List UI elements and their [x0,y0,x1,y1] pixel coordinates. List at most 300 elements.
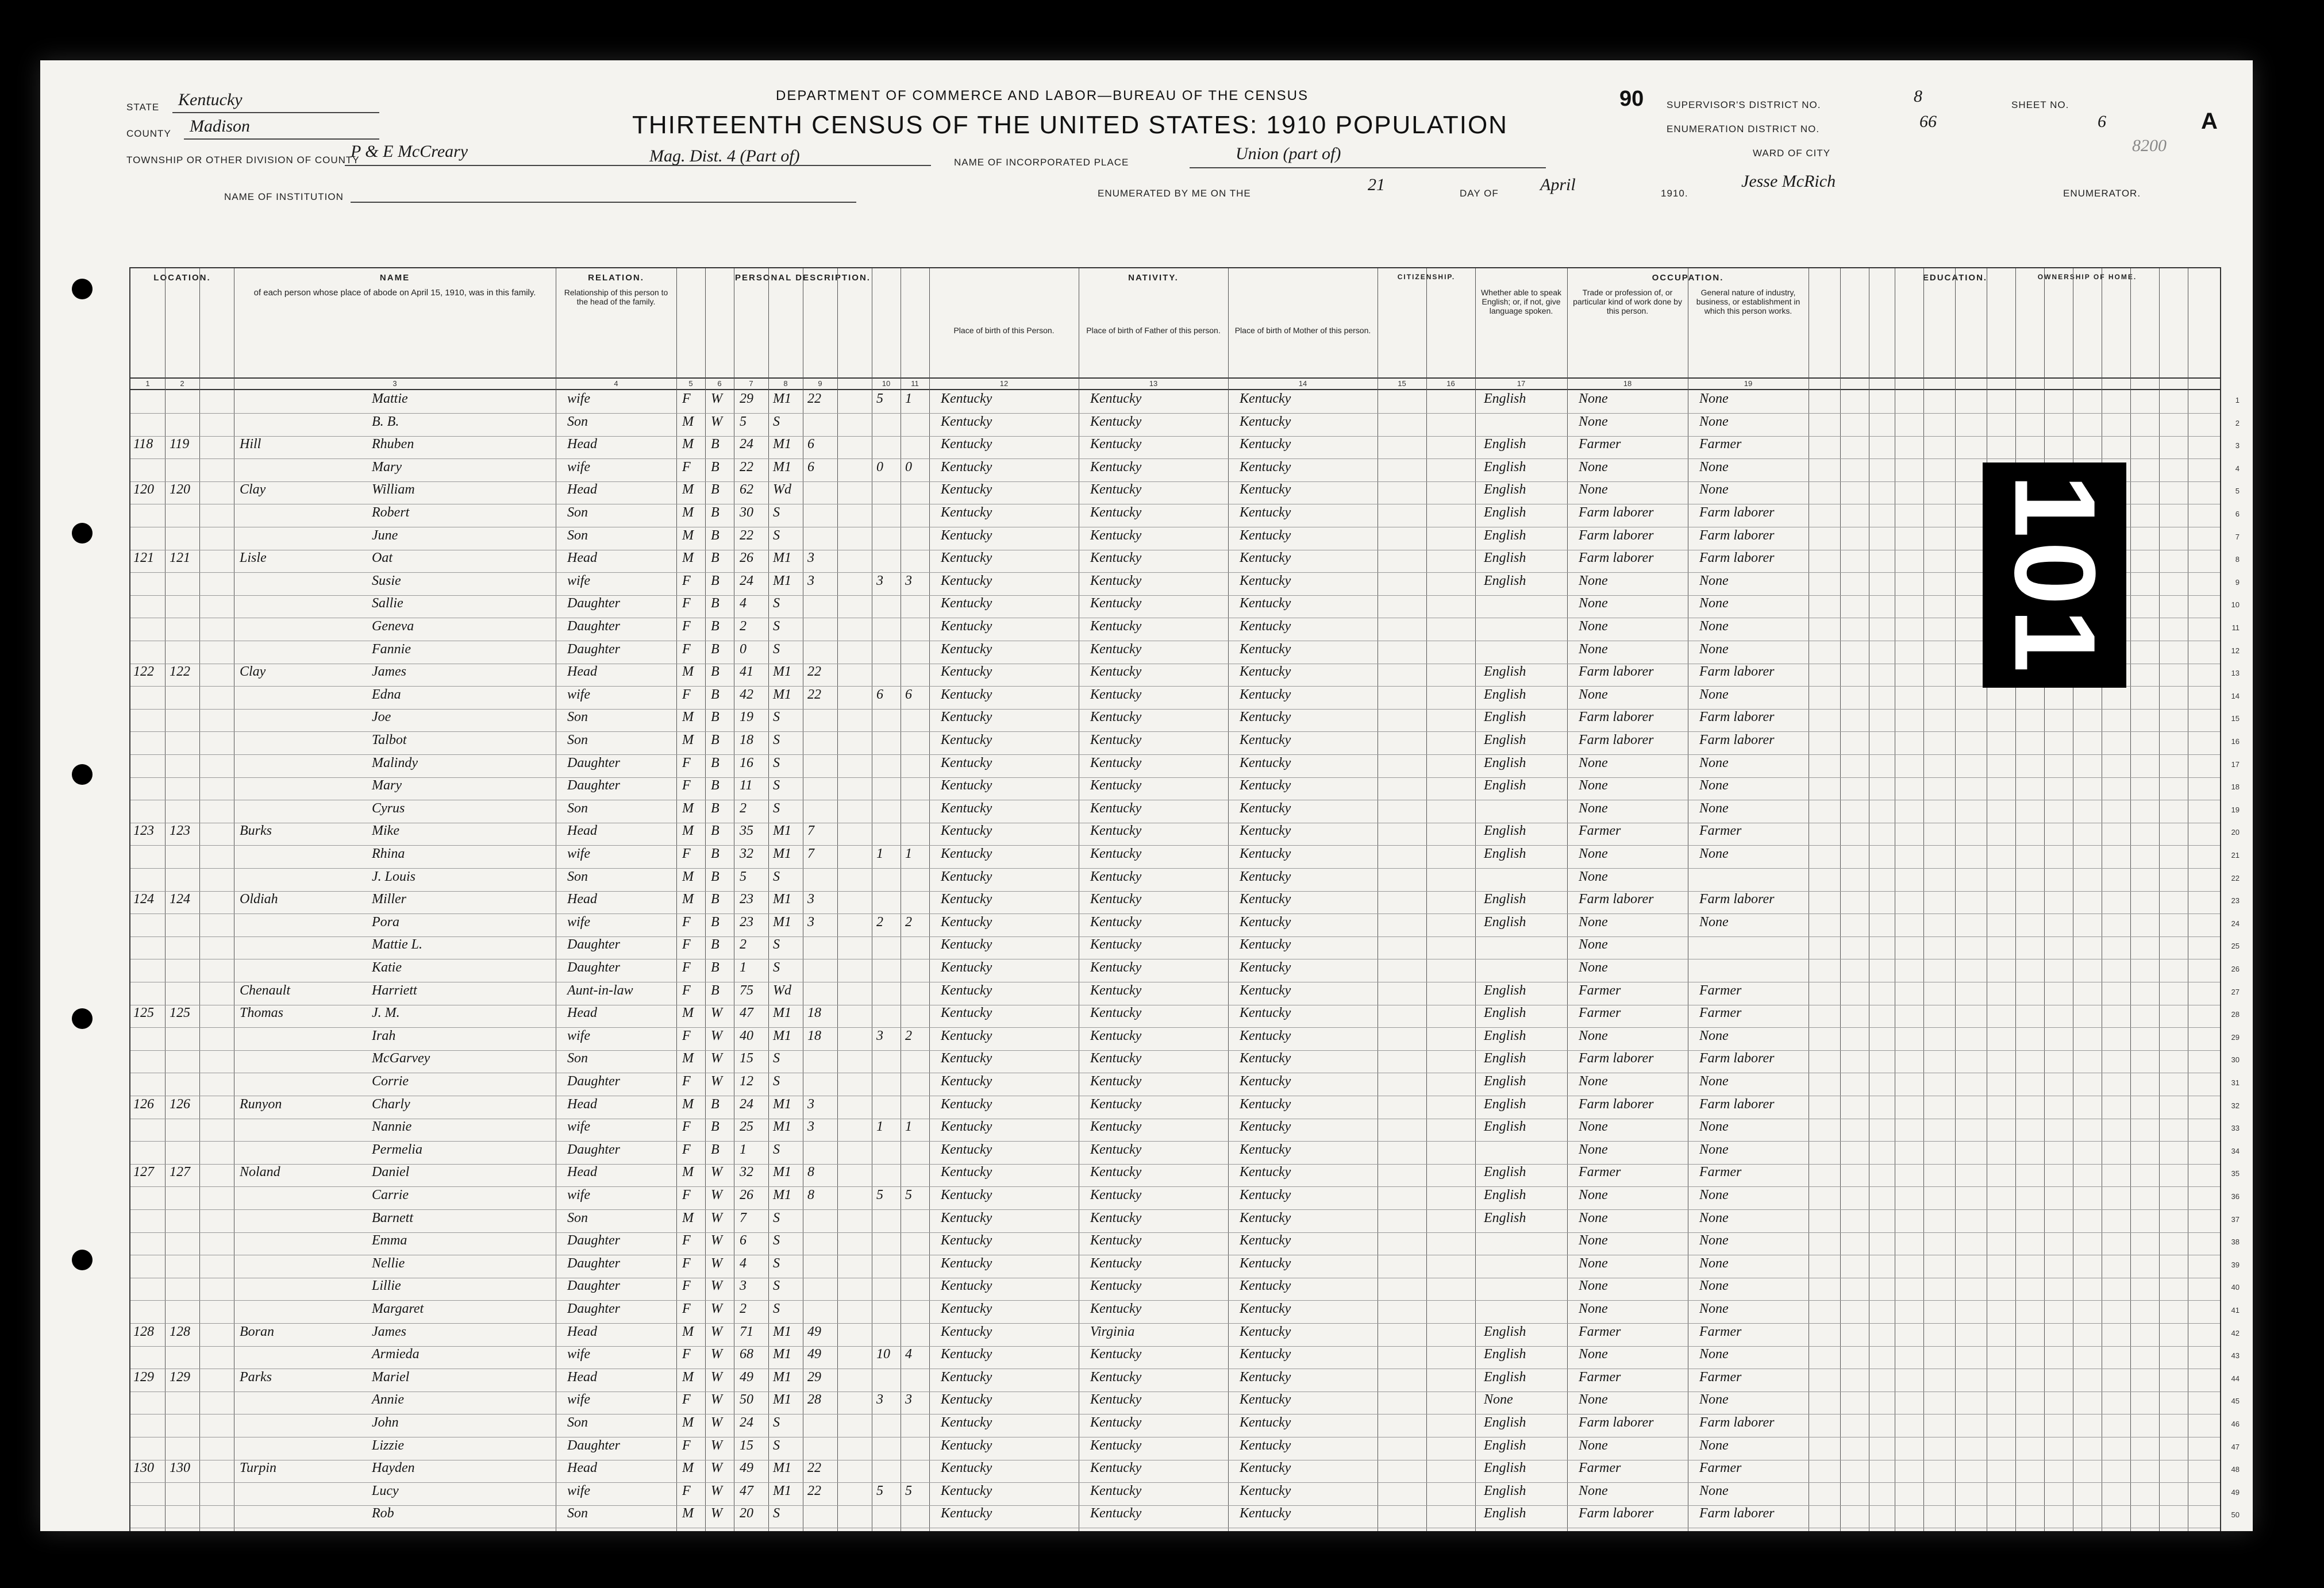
cell-language: English [1484,1506,1526,1521]
cell-marital-status: M1 [773,1165,791,1180]
cell-sex: F [682,1233,691,1248]
cell-father-birthplace: Kentucky [1090,437,1142,452]
cell-birthplace: Kentucky [941,1483,992,1498]
cell-sex: M [682,1210,694,1225]
cell-sex: F [682,982,691,998]
cell-birthplace: Kentucky [941,800,992,816]
cell-mother-birthplace: Kentucky [1240,1437,1291,1453]
cell-birthplace: Kentucky [941,710,992,725]
cell-age: 62 [740,482,753,498]
cell-race: B [711,755,719,770]
line-number: 12 [2231,646,2240,655]
cell-birthplace: Kentucky [941,414,992,429]
line-number: 41 [2231,1306,2240,1315]
cell-language: English [1484,914,1526,930]
table-row [130,549,2240,573]
cell-race: W [711,1347,722,1362]
cell-given-name: Edna [372,687,401,702]
cell-given-name: J. M. [372,1005,400,1021]
cell-trade: None [1579,1028,1608,1043]
table-row [130,572,2240,596]
ownership-header: OWNERSHIP OF HOME. [2037,273,2137,281]
cell-sex: F [682,1255,691,1271]
cell-relation: Head [567,550,597,566]
cell-children-born: 5 [876,391,883,406]
cell-birthplace: Kentucky [941,892,992,907]
cell-mother-birthplace: Kentucky [1240,391,1291,406]
cell-trade: None [1579,391,1608,406]
cell-given-name: Corrie [372,1074,409,1089]
cell-trade: None [1579,778,1608,793]
cell-language: English [1484,664,1526,680]
cell-relation: Daughter [567,1255,620,1271]
cell-mother-birthplace: Kentucky [1240,1142,1291,1157]
cell-race: B [711,1119,719,1135]
table-row [130,1186,2240,1210]
cell-race: W [711,1506,722,1521]
cell-given-name: Mary [372,778,402,793]
cell-relation: Son [567,1506,588,1521]
cell-sex: M [682,1369,694,1385]
cell-age: 11 [740,778,753,793]
cell-father-birthplace: Kentucky [1090,755,1142,770]
cell-age: 47 [740,1483,753,1498]
cell-race: B [711,505,719,520]
cell-industry: Farm laborer [1699,710,1775,725]
cell-marital-status: M1 [773,1028,791,1043]
punch-hole [72,1008,93,1029]
cell-father-birthplace: Kentucky [1090,960,1142,975]
cell-industry: Farm laborer [1699,664,1775,680]
cell-birthplace: Kentucky [941,687,992,702]
cell-sex: F [682,937,691,953]
cell-marital-status: S [773,733,780,747]
cell-birthplace: Kentucky [941,733,992,747]
cell-sex: F [682,1278,691,1294]
cell-industry: None [1699,1074,1729,1089]
cell-given-name: Rhina [372,846,405,861]
cell-mother-birthplace: Kentucky [1240,414,1291,429]
cell-given-name: B. B. [372,414,399,429]
cell-trade: Farmer [1579,1324,1621,1339]
cell-trade: Farm laborer [1579,550,1654,566]
cell-marital-status: S [773,1210,780,1225]
cell-race: W [711,1483,722,1498]
cell-sex: M [682,733,694,747]
table-row [130,1209,2240,1233]
cell-age: 35 [740,823,753,839]
cell-industry: Farmer [1699,1324,1742,1339]
cell-age: 5 [740,414,747,429]
cell-relation: Head [567,1005,597,1021]
cell-mother-birthplace: Kentucky [1240,664,1291,680]
cell-birthplace: Kentucky [941,1415,992,1430]
cell-given-name: Katie [372,960,402,975]
cell-trade: Farm laborer [1579,505,1654,520]
cell-father-birthplace: Kentucky [1090,687,1142,702]
line-number: 49 [2231,1487,2240,1497]
cell-given-name: Margaret [372,1301,424,1316]
cell-age: 24 [740,437,753,452]
cell-industry: None [1699,1301,1729,1316]
cell-trade: Farm laborer [1579,733,1654,747]
cell-industry: None [1699,482,1729,498]
table-row [130,731,2240,755]
cell-age: 16 [740,755,753,770]
enum-district-label: ENUMERATION DISTRICT NO. [1667,124,1820,134]
cell-race: B [711,527,719,543]
cell-relation: Son [567,1210,588,1225]
line-number: 10 [2231,600,2240,610]
ward-label: WARD OF CITY [1753,148,1831,159]
line-number: 46 [2231,1420,2240,1428]
cell-language: English [1484,982,1526,998]
cell-mother-birthplace: Kentucky [1240,1347,1291,1362]
cell-father-birthplace: Kentucky [1090,778,1142,793]
cell-birthplace: Kentucky [941,391,992,406]
cell-trade: None [1579,573,1608,588]
cell-industry: None [1699,641,1729,657]
cell-family-number: 130 [170,1460,190,1476]
cell-birthplace: Kentucky [941,1506,992,1521]
cell-given-name: J. Louis [372,869,416,884]
cell-sex: M [682,1051,694,1066]
cell-given-name: Cyrus [372,800,405,816]
cell-marital-status: M1 [773,892,791,907]
cell-dwelling-number: 118 [133,437,153,452]
cell-family-number: 122 [170,664,190,680]
cell-children-living: 1 [905,1119,912,1135]
cell-industry: Farm laborer [1699,1096,1775,1112]
cell-marital-status: M1 [773,1369,791,1385]
township-extra: Mag. Dist. 4 (Part of) [649,147,800,165]
cell-language: English [1484,505,1526,520]
cell-relation: Son [567,414,588,429]
cell-years-married: 3 [807,892,814,907]
cell-language: English [1484,1415,1526,1430]
cell-industry: Farmer [1699,823,1742,839]
cell-children-born: 3 [876,1028,883,1043]
cell-trade: Farm laborer [1579,1051,1654,1066]
cell-age: 32 [740,1165,753,1180]
cell-trade: None [1579,414,1608,429]
cell-marital-status: M1 [773,1188,791,1202]
cell-relation: Daughter [567,1278,620,1294]
cell-birthplace: Kentucky [941,482,992,498]
cell-trade: None [1579,1392,1608,1408]
line-number: 50 [2231,1510,2240,1520]
cell-years-married: 7 [807,846,814,861]
cell-sex: M [682,800,694,816]
birth-father-header: Place of birth of Father of this person. [1086,326,1221,335]
cell-relation: Daughter [567,960,620,975]
cell-surname: Parks [240,1369,272,1385]
citizenship-header: CITIZENSHIP. [1397,273,1456,281]
cell-birthplace: Kentucky [941,960,992,975]
line-number: 25 [2231,942,2240,951]
cell-sex: F [682,573,691,588]
cell-marital-status: S [773,1074,780,1089]
cell-marital-status: S [773,937,780,953]
cell-surname: Boran [240,1324,274,1339]
cell-relation: wife [567,1483,590,1498]
cell-children-born: 2 [876,914,883,930]
cell-birthplace: Kentucky [941,1119,992,1135]
cell-birthplace: Kentucky [941,1301,992,1316]
enumerator-label: ENUMERATOR. [2063,188,2141,199]
cell-given-name: James [372,1324,406,1339]
cell-sex: F [682,459,691,475]
cell-children-born: 0 [876,459,883,475]
table-row [130,868,2240,892]
cell-relation: wife [567,914,590,930]
cell-birthplace: Kentucky [941,869,992,884]
line-number: 27 [2231,987,2240,996]
cell-trade: None [1579,596,1608,611]
table-row [130,708,2240,732]
cell-birthplace: Kentucky [941,437,992,452]
cell-language: English [1484,1483,1526,1498]
cell-race: B [711,892,719,907]
table-row [130,1255,2240,1278]
cell-sex: F [682,1188,691,1202]
cell-relation: wife [567,1119,590,1135]
cell-age: 71 [740,1324,753,1339]
incorporated-value: Union (part of) [1236,144,1341,163]
county-label: COUNTY [126,128,171,139]
cell-mother-birthplace: Kentucky [1240,596,1291,611]
cell-mother-birthplace: Kentucky [1240,1460,1291,1476]
industry-header: General nature of industry, business, or establishment in which this person works. [1696,288,1800,316]
cell-given-name: Mattie L. [372,937,422,953]
cell-father-birthplace: Kentucky [1090,800,1142,816]
department-heading: DEPARTMENT OF COMMERCE AND LABOR—BUREAU OF THE CENSUS [776,88,1309,103]
cell-language: English [1484,892,1526,907]
cell-relation: Daughter [567,596,620,611]
cell-age: 19 [740,710,753,725]
cell-sex: M [682,823,694,839]
cell-age: 2 [740,800,747,816]
cell-trade: Farm laborer [1579,710,1654,725]
line-number: 26 [2231,965,2240,973]
cell-surname: Thomas [240,1005,284,1021]
cell-sex: F [682,1028,691,1043]
cell-father-birthplace: Kentucky [1090,1188,1142,1202]
cell-surname: Hill [240,437,261,452]
cell-sex: M [682,505,694,520]
cell-given-name: James [372,664,406,680]
cell-mother-birthplace: Kentucky [1240,755,1291,770]
cell-race: W [711,1437,722,1453]
cell-marital-status: S [773,1415,780,1430]
cell-industry: Farmer [1699,437,1742,452]
cell-father-birthplace: Kentucky [1090,982,1142,998]
cell-birthplace: Kentucky [941,846,992,861]
occupation-header: OCCUPATION. [1652,273,1724,283]
cell-industry: None [1699,391,1729,406]
cell-birthplace: Kentucky [941,596,992,611]
cell-children-living: 5 [905,1483,912,1498]
cell-family-number: 125 [170,1005,190,1021]
cell-language: English [1484,1051,1526,1066]
cell-relation: Daughter [567,755,620,770]
cell-industry: None [1699,1392,1729,1408]
cell-father-birthplace: Kentucky [1090,459,1142,475]
line-number: 14 [2231,691,2240,700]
cell-age: 6 [740,1233,747,1248]
cell-industry: None [1699,1188,1729,1202]
cell-birthplace: Kentucky [941,1278,992,1294]
cell-sex: F [682,687,691,702]
cell-father-birthplace: Kentucky [1090,1233,1142,1248]
cell-industry: Farm laborer [1699,1415,1775,1430]
cell-relation: Son [567,505,588,520]
cell-given-name: Mary [372,459,402,475]
table-row [130,1004,2240,1028]
cell-industry: Farmer [1699,1369,1742,1385]
cell-years-married: 22 [807,664,821,680]
cell-industry: None [1699,778,1729,793]
table-row [130,504,2240,527]
cell-race: B [711,596,719,611]
cell-race: W [711,1369,722,1385]
table-row [130,481,2240,504]
cell-industry: None [1699,1483,1729,1498]
cell-birthplace: Kentucky [941,527,992,543]
cell-birthplace: Kentucky [941,459,992,475]
cell-father-birthplace: Kentucky [1090,937,1142,953]
cell-mother-birthplace: Kentucky [1240,800,1291,816]
cell-trade: None [1579,1301,1608,1316]
table-row [130,1505,2240,1528]
language-header: Whether able to speak English; or, if not, give language spoken. [1480,288,1562,316]
cell-birthplace: Kentucky [941,937,992,953]
cell-mother-birthplace: Kentucky [1240,1324,1291,1339]
cell-trade: None [1579,960,1608,975]
cell-relation: Head [567,1165,597,1180]
cell-industry: None [1699,1142,1729,1157]
cell-race: B [711,1142,719,1157]
cell-relation: Head [567,823,597,839]
cell-trade: None [1579,846,1608,861]
cell-birthplace: Kentucky [941,1028,992,1043]
cell-relation: Son [567,527,588,543]
cell-race: B [711,800,719,816]
cell-given-name: Emma [372,1233,407,1248]
cell-mother-birthplace: Kentucky [1240,1255,1291,1271]
cell-family-number: 123 [170,823,190,839]
cell-marital-status: S [773,527,780,543]
cell-mother-birthplace: Kentucky [1240,1096,1291,1112]
township-value: P & E McCreary [351,142,468,161]
cell-industry: None [1699,1028,1729,1043]
cell-industry: None [1699,1278,1729,1294]
cell-given-name: Harriett [372,982,417,998]
cell-given-name: Annie [372,1392,404,1408]
cell-father-birthplace: Virginia [1090,1324,1135,1339]
cell-age: 5 [740,869,747,884]
cell-father-birthplace: Kentucky [1090,1096,1142,1112]
table-row [130,663,2240,687]
cell-language: English [1484,1369,1526,1385]
sheet-number: 6 [2098,112,2106,131]
punch-hole [72,279,93,299]
cell-industry: None [1699,800,1729,816]
township-label: TOWNSHIP OR OTHER DIVISION OF COUNTY [126,155,360,165]
cell-mother-birthplace: Kentucky [1240,982,1291,998]
line-number: 7 [2235,532,2240,541]
cell-industry: None [1699,755,1729,770]
cell-father-birthplace: Kentucky [1090,892,1142,907]
cell-trade: Farmer [1579,1165,1621,1180]
cell-children-living: 6 [905,687,912,702]
cell-family-number: 124 [170,892,190,907]
cell-birthplace: Kentucky [941,505,992,520]
cell-sex: M [682,869,694,884]
cell-father-birthplace: Kentucky [1090,1506,1142,1521]
cell-mother-birthplace: Kentucky [1240,1483,1291,1498]
line-number: 17 [2231,760,2240,769]
cell-relation: wife [567,1347,590,1362]
cell-age: 47 [740,1005,753,1021]
cell-marital-status: S [773,596,780,611]
cell-birthplace: Kentucky [941,1165,992,1180]
cell-years-married: 3 [807,1096,814,1112]
cell-marital-status: S [773,505,780,520]
cell-industry: None [1699,1210,1729,1225]
cell-age: 2 [740,1301,747,1316]
cell-father-birthplace: Kentucky [1090,733,1142,747]
cell-age: 18 [740,733,753,747]
cell-sex: M [682,1324,694,1339]
cell-marital-status: M1 [773,573,791,588]
table-row [130,1437,2240,1460]
cell-father-birthplace: Kentucky [1090,527,1142,543]
cell-father-birthplace: Kentucky [1090,1278,1142,1294]
cell-children-born: 10 [876,1347,890,1362]
cell-relation: Son [567,800,588,816]
cell-age: 68 [740,1347,753,1362]
cell-industry: None [1699,1347,1729,1362]
cell-given-name: Fannie [372,641,411,657]
cell-trade: Farm laborer [1579,892,1654,907]
cell-years-married: 6 [807,437,814,452]
table-row [130,891,2240,914]
cell-sex: F [682,846,691,861]
cell-trade: None [1579,459,1608,475]
cell-surname: Clay [240,664,266,680]
cell-mother-birthplace: Kentucky [1240,733,1291,747]
cell-race: B [711,937,719,953]
cell-age: 42 [740,687,753,702]
cell-sex: M [682,1415,694,1430]
cell-given-name: Oat [372,550,393,566]
cell-sex: F [682,641,691,657]
enumeration-day: 21 [1368,175,1385,194]
cell-birthplace: Kentucky [941,664,992,680]
cell-trade: Farm laborer [1579,527,1654,543]
cell-marital-status: M1 [773,1005,791,1021]
table-row [130,936,2240,959]
cell-dwelling-number: 129 [133,1369,154,1385]
nativity-header: NATIVITY. [1128,273,1179,283]
table-row [130,777,2240,800]
cell-birthplace: Kentucky [941,1460,992,1476]
cell-language: English [1484,1074,1526,1089]
cell-language: English [1484,823,1526,839]
table-row [130,822,2240,846]
cell-age: 22 [740,459,753,475]
